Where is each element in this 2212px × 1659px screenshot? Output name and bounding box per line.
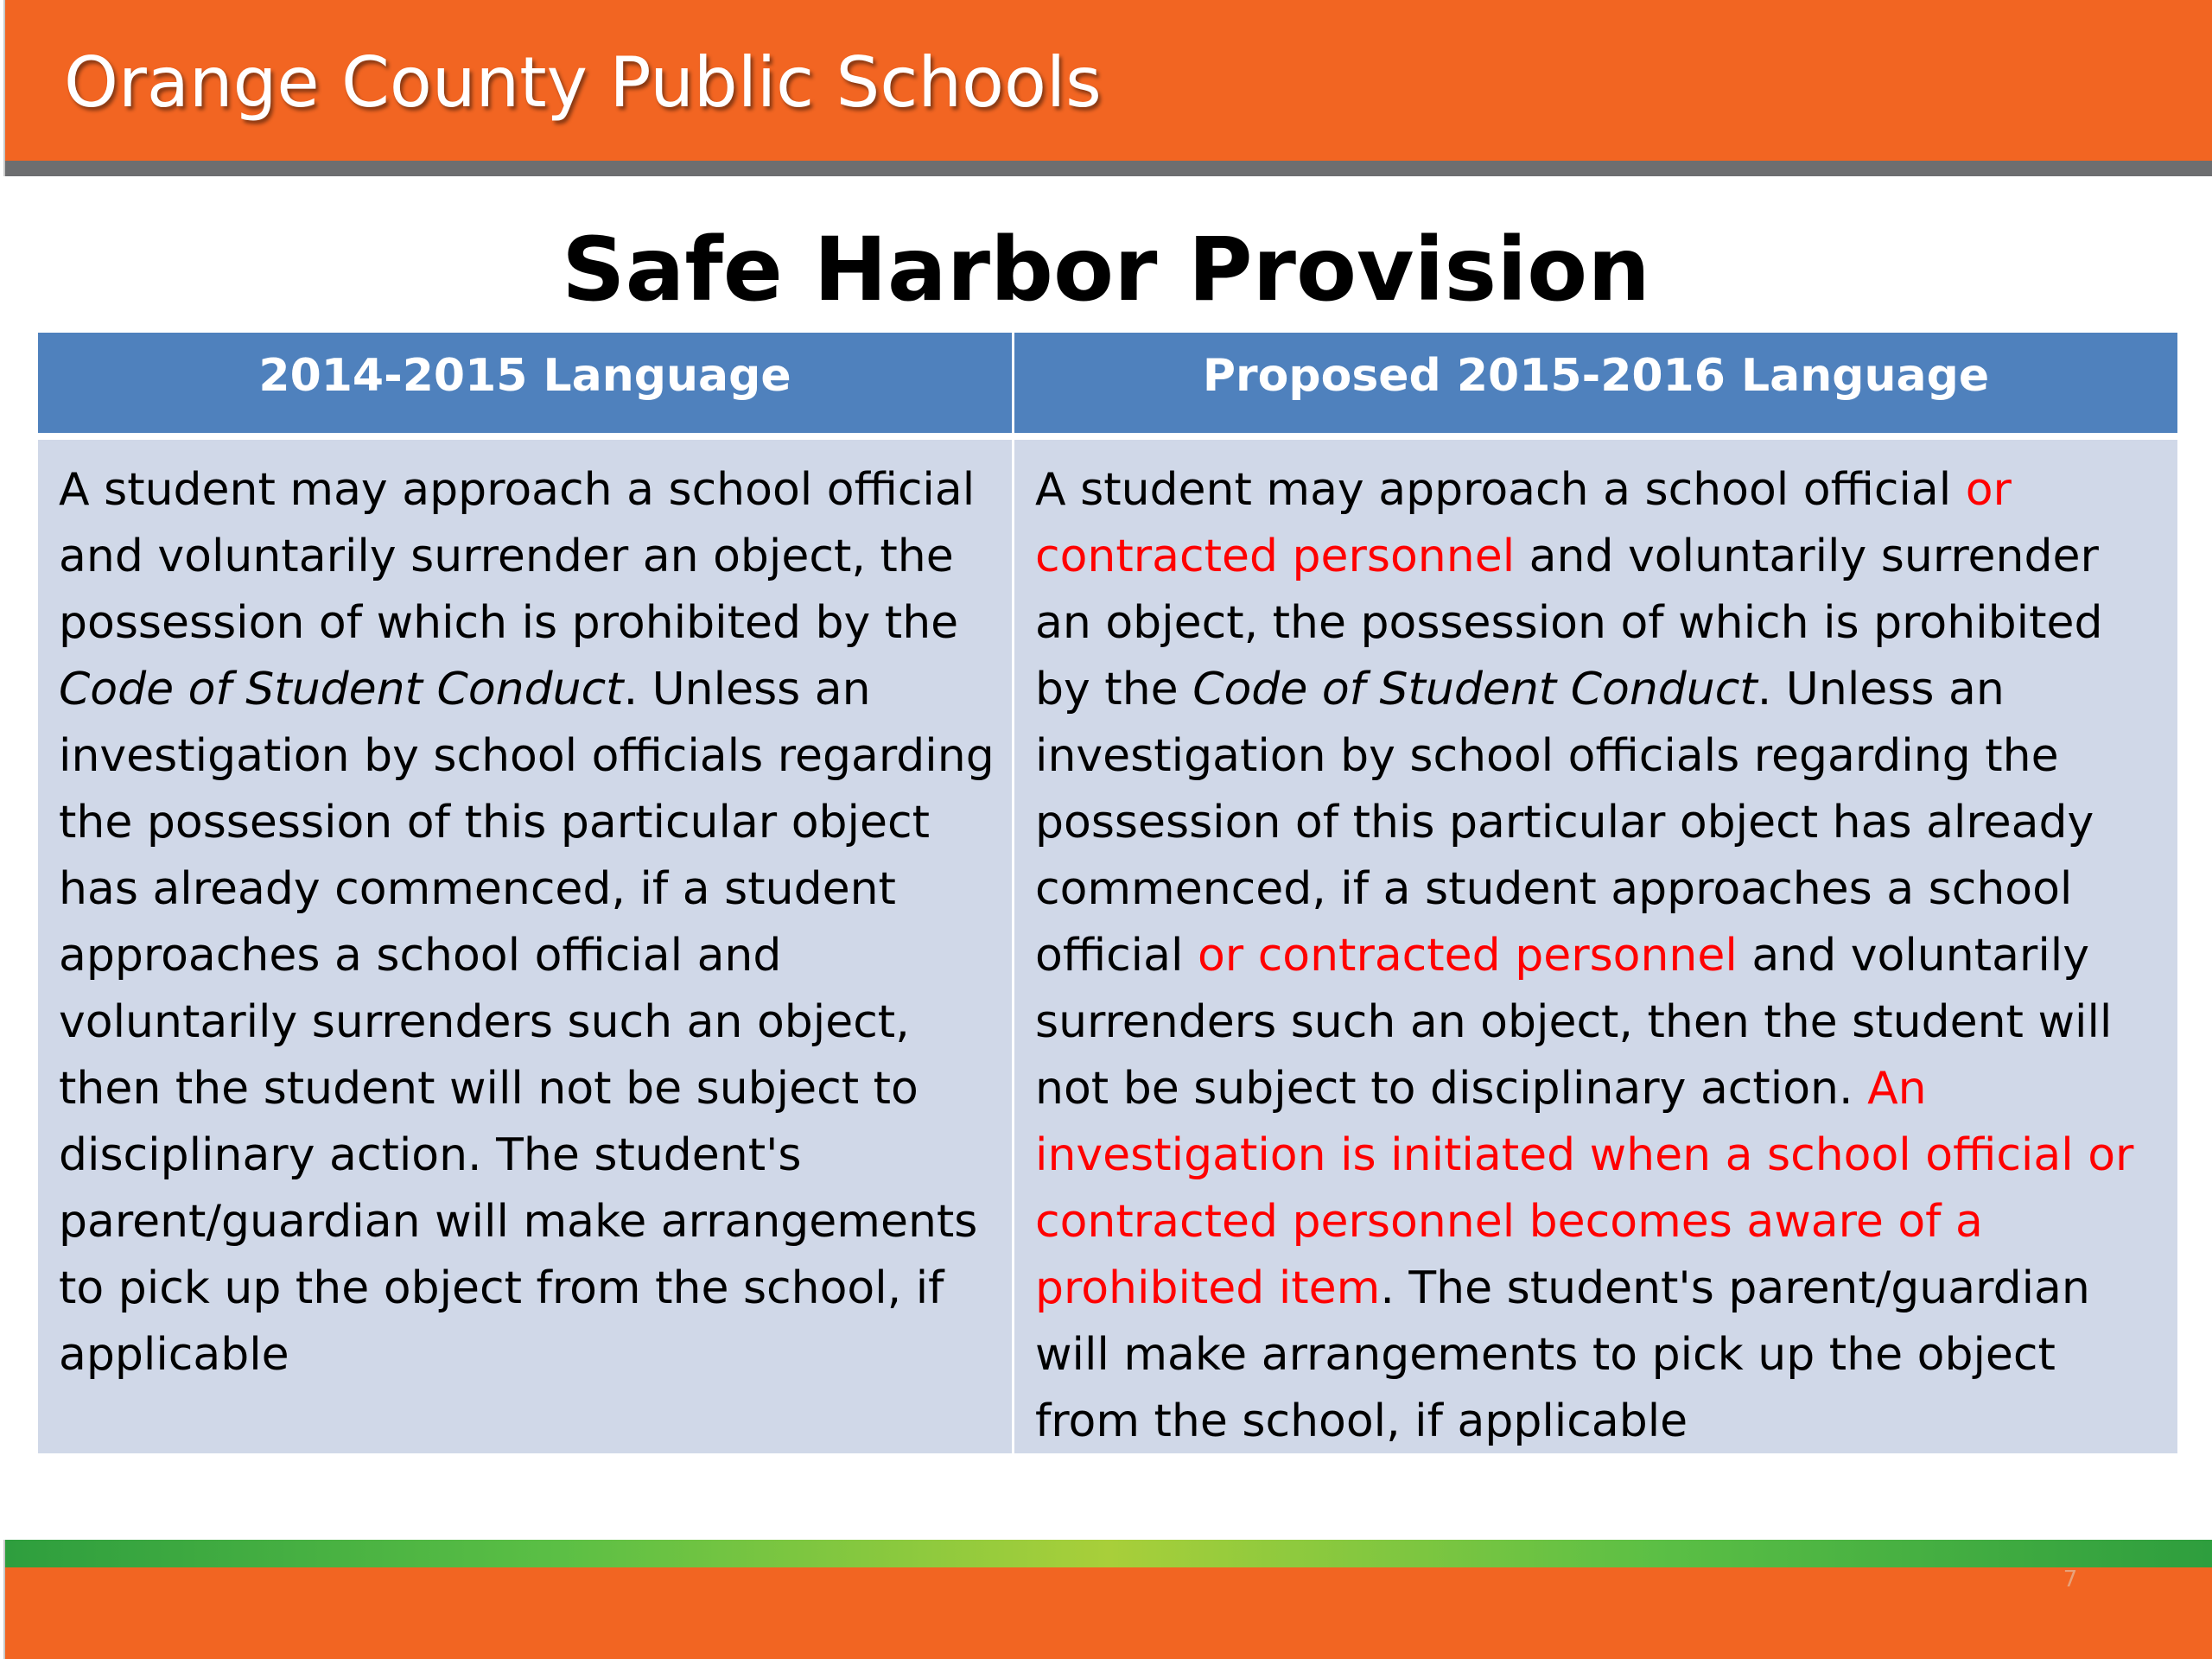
text-line — [59, 1056, 1012, 1122]
text-run: from the school, if applicable — [1035, 1395, 1688, 1447]
slide-number: 7 — [2063, 1567, 2078, 1592]
footer-gradient-stripe — [5, 1540, 2212, 1567]
highlighted-text: or contracted personnel — [1197, 930, 1738, 982]
text-line — [59, 856, 1012, 923]
text-run: has already commenced, if a student — [59, 863, 896, 915]
text-run: to pick up the object from the school, if — [59, 1262, 944, 1314]
text-line — [1035, 1322, 2177, 1389]
text-line — [59, 657, 1012, 723]
text-line — [1035, 1255, 2177, 1322]
footer-bar — [5, 1567, 2212, 1659]
text-line — [1035, 723, 2177, 790]
highlighted-text: An — [1867, 1063, 1927, 1115]
text-line — [59, 1189, 1012, 1255]
text-run: official — [1035, 930, 1198, 982]
text-run: . The student's parent/guardian — [1380, 1262, 2090, 1314]
cell-2014-2015-language — [38, 440, 1012, 1453]
text-run: approaches a school official and — [59, 930, 782, 982]
text-run: . Unless an — [623, 664, 871, 715]
text-run: A student may approach a school official — [1035, 464, 1966, 516]
text-line — [1035, 657, 2177, 723]
text-run: an object, the possession of which is prohibited — [1035, 597, 2103, 649]
text-line — [1035, 923, 2177, 989]
comparison-table — [38, 333, 2177, 1453]
column-header-2014-2015: 2014-2015 Language — [38, 333, 1012, 433]
text-run: possession of this particular object has already — [1035, 797, 2094, 849]
text-line — [59, 1122, 1012, 1189]
text-line — [59, 590, 1012, 657]
text-run: surrenders such an object, then the student will — [1035, 996, 2113, 1048]
text-line — [59, 1255, 1012, 1322]
text-line — [59, 524, 1012, 590]
text-run: and voluntarily — [1737, 930, 2089, 982]
text-line — [1035, 989, 2177, 1056]
text-line — [1035, 790, 2177, 856]
text-line — [59, 723, 1012, 790]
text-run: the possession of this particular object — [59, 797, 930, 849]
highlighted-text: contracted personnel — [1035, 531, 1516, 582]
text-line — [59, 923, 1012, 989]
text-line — [59, 457, 1012, 524]
italic-text: Code of Student Conduct — [1192, 664, 1758, 715]
highlighted-text: investigation is initiated when a school official or — [1035, 1129, 2134, 1181]
text-run: then the student will not be subject to — [59, 1063, 918, 1115]
italic-text: Code of Student Conduct — [59, 664, 624, 715]
text-line — [1035, 1189, 2177, 1255]
text-run: and voluntarily surrender — [1515, 531, 2099, 582]
text-line — [59, 989, 1012, 1056]
text-line — [1035, 590, 2177, 657]
text-line — [1035, 1389, 2177, 1453]
organization-name: Orange County Public Schools — [64, 42, 1102, 123]
text-run: by the — [1035, 664, 1193, 715]
highlighted-text: prohibited item — [1035, 1262, 1381, 1314]
highlighted-text: or — [1965, 464, 2012, 516]
text-run: investigation by school officials regarding — [59, 730, 995, 782]
text-line — [1035, 1056, 2177, 1122]
text-run: applicable — [59, 1329, 289, 1381]
text-run: parent/guardian will make arrangements — [59, 1196, 978, 1248]
highlighted-text: contracted personnel becomes aware of a — [1035, 1196, 1983, 1248]
text-run: voluntarily surrenders such an object, — [59, 996, 910, 1048]
text-line — [59, 1322, 1012, 1389]
text-run: investigation by school officials regarding the — [1035, 730, 2059, 782]
column-header-proposed-2015-2016: Proposed 2015-2016 Language — [1014, 333, 2177, 433]
cell-proposed-2015-2016-language — [1014, 440, 2177, 1453]
text-run: not be subject to disciplinary action. — [1035, 1063, 1868, 1115]
text-run: will make arrangements to pick up the object — [1035, 1329, 2056, 1381]
text-run: . Unless an — [1757, 664, 2005, 715]
text-line — [1035, 457, 2177, 524]
text-run: A student may approach a school official — [59, 464, 976, 516]
header-divider — [5, 161, 2212, 176]
text-run: possession of which is prohibited by the — [59, 597, 959, 649]
text-line — [1035, 524, 2177, 590]
text-line — [1035, 856, 2177, 923]
slide-title: Safe Harbor Provision — [562, 219, 1650, 321]
text-run: commenced, if a student approaches a school — [1035, 863, 2073, 915]
text-line — [1035, 1122, 2177, 1189]
text-run: and voluntarily surrender an object, the — [59, 531, 954, 582]
text-run: disciplinary action. The student's — [59, 1129, 802, 1181]
text-line — [59, 790, 1012, 856]
